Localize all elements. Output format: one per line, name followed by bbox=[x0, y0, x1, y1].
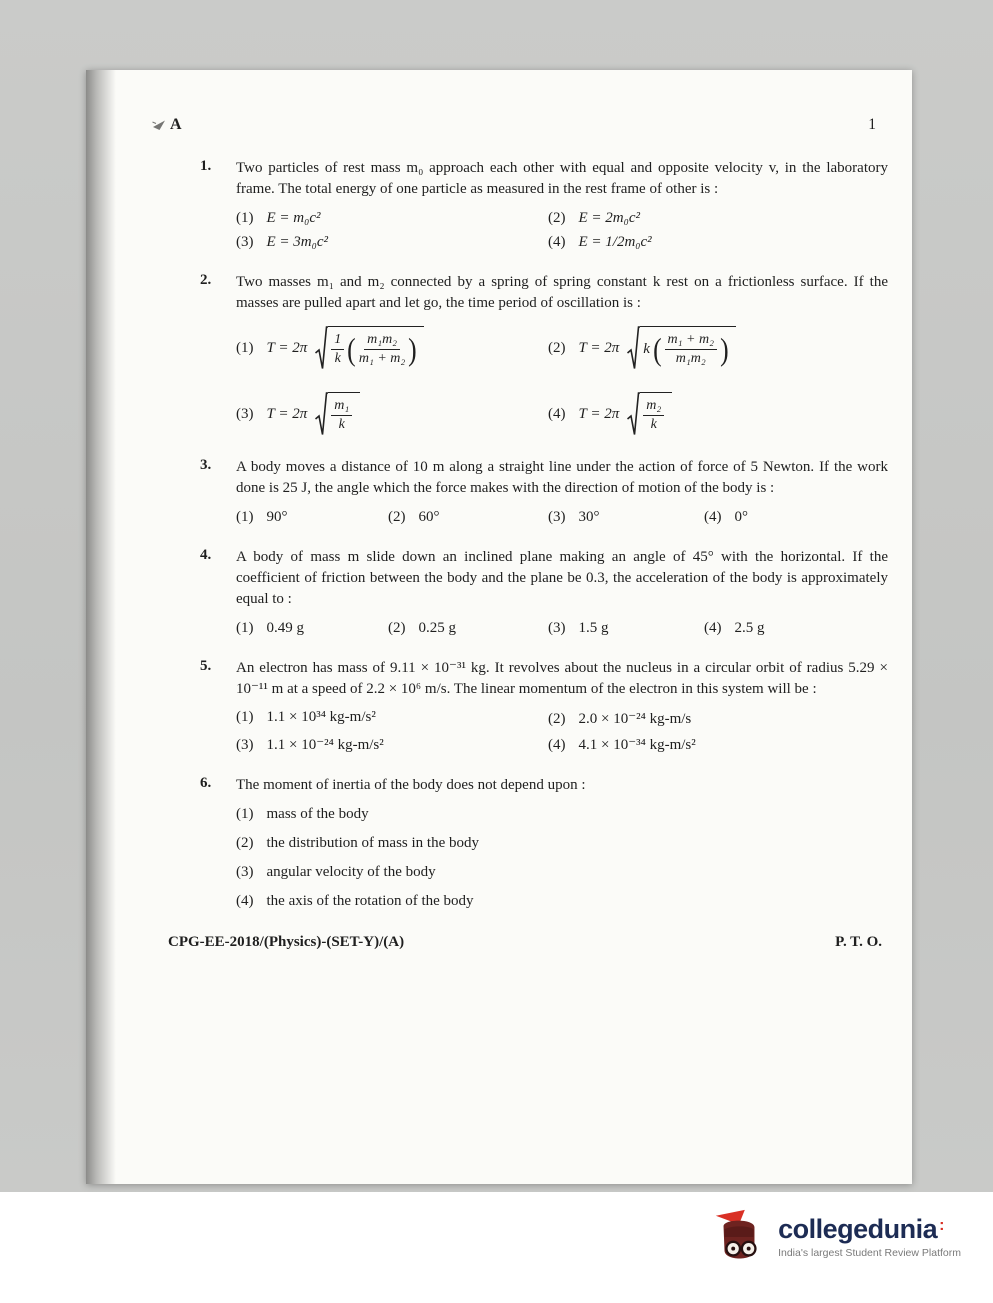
option bbox=[236, 806, 888, 823]
option-label: (1) bbox=[236, 805, 254, 822]
paper-content bbox=[86, 70, 912, 977]
question-body bbox=[236, 658, 888, 755]
question-number: 4. bbox=[200, 546, 212, 563]
option-text: the distribution of mass in the body bbox=[266, 834, 479, 851]
option-text: E = 3m₀c² bbox=[266, 233, 328, 250]
option-formula bbox=[579, 326, 736, 370]
option-label: (4) bbox=[548, 233, 566, 250]
brand-block bbox=[778, 1213, 961, 1259]
options-grid bbox=[236, 326, 888, 436]
option bbox=[236, 620, 388, 637]
page-header bbox=[152, 116, 888, 134]
fraction: $\frac{\text{m₁m₂}}{\text{m₁ + m₂}}$ bbox=[358, 331, 406, 366]
option bbox=[548, 620, 704, 637]
pto-label: P. T. O. bbox=[835, 933, 882, 950]
option-label: (4) bbox=[704, 619, 722, 636]
paper-code: CPG-EE-2018/(Physics)-(SET-Y)/(A) bbox=[168, 933, 405, 950]
option bbox=[236, 709, 548, 728]
options-grid bbox=[236, 806, 888, 910]
question-text: Two particles of rest mass m₀ approach each other with equal and opposite velocity v, in the laboratory frame. The total energy of one particle as measured in the rest frame of other is : bbox=[236, 160, 888, 198]
question-body bbox=[236, 158, 888, 251]
option-label: (4) bbox=[548, 737, 566, 754]
option-label: (3) bbox=[236, 737, 254, 754]
option bbox=[236, 234, 548, 251]
left-paren: ( bbox=[347, 331, 356, 368]
option-label: (1) bbox=[236, 508, 254, 525]
option bbox=[548, 392, 888, 436]
option-text: 30° bbox=[578, 508, 600, 525]
question-2 bbox=[200, 272, 888, 437]
option-text: 2.5 g bbox=[734, 619, 765, 636]
option bbox=[236, 893, 888, 910]
option-label: (3) bbox=[236, 233, 254, 250]
question-text: An electron has mass of 9.11 × 10⁻³¹ kg. It revolves about the nucleus in a circular orbit of radius 5.29 × 10⁻¹¹ m at a speed of 2.2 × 10⁶ m/s. The linear momentum of the electron in this system will be : bbox=[236, 659, 888, 697]
mascot-icon bbox=[710, 1208, 768, 1266]
option-text: 1.1 × 10³⁴ kg-m/s² bbox=[266, 709, 376, 726]
option-text: E = 1/2m₀c² bbox=[578, 233, 652, 250]
formula-prefix: T = 2π bbox=[578, 405, 620, 422]
option-text: 4.1 × 10⁻³⁴ kg-m/s² bbox=[578, 737, 696, 754]
fraction: $\frac{\text{m₁ + m₂}}{\text{m₁m₂}}$ bbox=[665, 332, 717, 367]
page-number: 1 bbox=[868, 116, 876, 133]
square-root bbox=[315, 326, 424, 370]
options-grid bbox=[236, 709, 888, 754]
option bbox=[548, 735, 888, 754]
question-number: 5. bbox=[200, 657, 212, 674]
option-formula bbox=[267, 326, 424, 370]
option-text: 0.25 g bbox=[418, 619, 456, 636]
option-text: mass of the body bbox=[266, 805, 369, 822]
option bbox=[548, 326, 888, 370]
option-label: (3) bbox=[548, 619, 566, 636]
option-label: (3) bbox=[236, 863, 254, 880]
option-text: 1.5 g bbox=[578, 619, 609, 636]
option-label: (1) bbox=[236, 709, 254, 726]
question-text: Two masses m₁ and m₂ connected by a spring of spring constant k rest on a frictionless surface. If the masses are pulled apart and let go, the time period of oscillation is : bbox=[236, 273, 888, 311]
option bbox=[548, 234, 888, 251]
question-6 bbox=[200, 775, 888, 909]
radical-sign-icon bbox=[315, 392, 328, 436]
option bbox=[548, 509, 704, 526]
collegedunia-logo bbox=[710, 1208, 961, 1266]
radicand bbox=[640, 392, 672, 436]
options-grid bbox=[236, 620, 888, 637]
option-label: (1) bbox=[236, 619, 254, 636]
question-3 bbox=[200, 457, 888, 526]
option-text: angular velocity of the body bbox=[266, 863, 436, 880]
option-label: (2) bbox=[388, 508, 406, 525]
option-label: (2) bbox=[548, 711, 566, 728]
question-4 bbox=[200, 547, 888, 637]
question-text: The moment of inertia of the body does not depend upon : bbox=[236, 777, 586, 794]
cursor-arrow-icon bbox=[152, 118, 167, 132]
option-label: (1) bbox=[236, 339, 254, 356]
question-body bbox=[236, 775, 888, 909]
option bbox=[548, 709, 888, 728]
option bbox=[236, 509, 388, 526]
square-root bbox=[627, 326, 735, 370]
option-label: (4) bbox=[548, 405, 566, 422]
formula-variable: k bbox=[643, 340, 650, 357]
paper-footer bbox=[168, 934, 888, 951]
right-paren: ) bbox=[720, 331, 729, 368]
question-body bbox=[236, 272, 888, 437]
option-text: 60° bbox=[418, 508, 440, 525]
option-text: E = 2m₀c² bbox=[578, 209, 640, 226]
option bbox=[236, 735, 548, 754]
set-marker-label: A bbox=[170, 116, 182, 133]
option-label: (3) bbox=[548, 508, 566, 525]
option bbox=[388, 509, 548, 526]
right-paren: ) bbox=[408, 331, 417, 368]
brand-line bbox=[778, 1213, 961, 1244]
set-marker bbox=[152, 116, 182, 134]
question-body bbox=[236, 547, 888, 637]
option-formula bbox=[579, 392, 673, 436]
option-label: (4) bbox=[236, 892, 254, 909]
question-text: A body of mass m slide down an inclined plane making an angle of 45° with the horizontal. If the coefficient of friction between the body and the plane be 0.3, the acceleration of the body is approximately equal to : bbox=[236, 548, 888, 608]
radicand bbox=[328, 326, 424, 370]
option bbox=[236, 326, 548, 370]
options-grid bbox=[236, 210, 888, 251]
option bbox=[548, 210, 888, 227]
radicand bbox=[328, 392, 360, 436]
bottom-strip bbox=[0, 1192, 993, 1303]
question-body bbox=[236, 457, 888, 526]
brand-name: collegedunia bbox=[778, 1213, 938, 1244]
question-list bbox=[200, 158, 888, 910]
formula-prefix: T = 2π bbox=[266, 405, 308, 422]
option-label: (2) bbox=[548, 209, 566, 226]
radical-sign-icon bbox=[627, 326, 640, 370]
square-root bbox=[315, 392, 360, 436]
question-number: 6. bbox=[200, 775, 212, 792]
question-5 bbox=[200, 658, 888, 755]
radical-sign-icon bbox=[627, 392, 640, 436]
option-label: (2) bbox=[388, 619, 406, 636]
radical-sign-icon bbox=[315, 326, 328, 370]
option bbox=[236, 210, 548, 227]
options-grid bbox=[236, 509, 888, 526]
fraction: $\frac{1}{k}$ bbox=[331, 332, 344, 367]
option-text: 0° bbox=[734, 508, 748, 525]
brand-colon-mark: : bbox=[939, 1216, 945, 1234]
option-label: (2) bbox=[236, 834, 254, 851]
exam-paper-page bbox=[86, 70, 912, 1184]
option-text: 1.1 × 10⁻²⁴ kg-m/s² bbox=[266, 737, 384, 754]
fraction: $\frac{\text{m₁}}{k}$ bbox=[331, 398, 352, 433]
option bbox=[388, 620, 548, 637]
option-text: the axis of the rotation of the body bbox=[266, 892, 474, 909]
question-1 bbox=[200, 158, 888, 251]
fraction: $\frac{\text{m₂}}{k}$ bbox=[643, 398, 664, 433]
option-text: E = m₀c² bbox=[266, 209, 321, 226]
option bbox=[236, 835, 888, 852]
formula-prefix: T = 2π bbox=[266, 339, 308, 356]
option bbox=[704, 509, 888, 526]
option bbox=[704, 620, 888, 637]
option-label: (1) bbox=[236, 209, 254, 226]
question-text: A body moves a distance of 10 m along a straight line under the action of force of 5 Newton. If the work done is 25 J, the angle which the force makes with the direction of motion of the body is : bbox=[236, 459, 888, 497]
question-number: 3. bbox=[200, 457, 212, 474]
left-paren: ( bbox=[652, 331, 662, 368]
option-label: (3) bbox=[236, 405, 254, 422]
option-text: 0.49 g bbox=[266, 619, 304, 636]
brand-tagline: India's largest Student Review Platform bbox=[778, 1246, 961, 1259]
option-text: 90° bbox=[266, 508, 288, 525]
radicand bbox=[640, 326, 735, 370]
option-formula bbox=[267, 392, 361, 436]
option-label: (2) bbox=[548, 339, 566, 356]
option-text: 2.0 × 10⁻²⁴ kg-m/s bbox=[578, 711, 692, 728]
option bbox=[236, 864, 888, 881]
square-root bbox=[627, 392, 672, 436]
formula-prefix: T = 2π bbox=[578, 339, 620, 356]
question-number: 2. bbox=[200, 271, 212, 288]
question-number: 1. bbox=[200, 158, 212, 174]
option-label: (4) bbox=[704, 508, 722, 525]
option bbox=[236, 392, 548, 436]
